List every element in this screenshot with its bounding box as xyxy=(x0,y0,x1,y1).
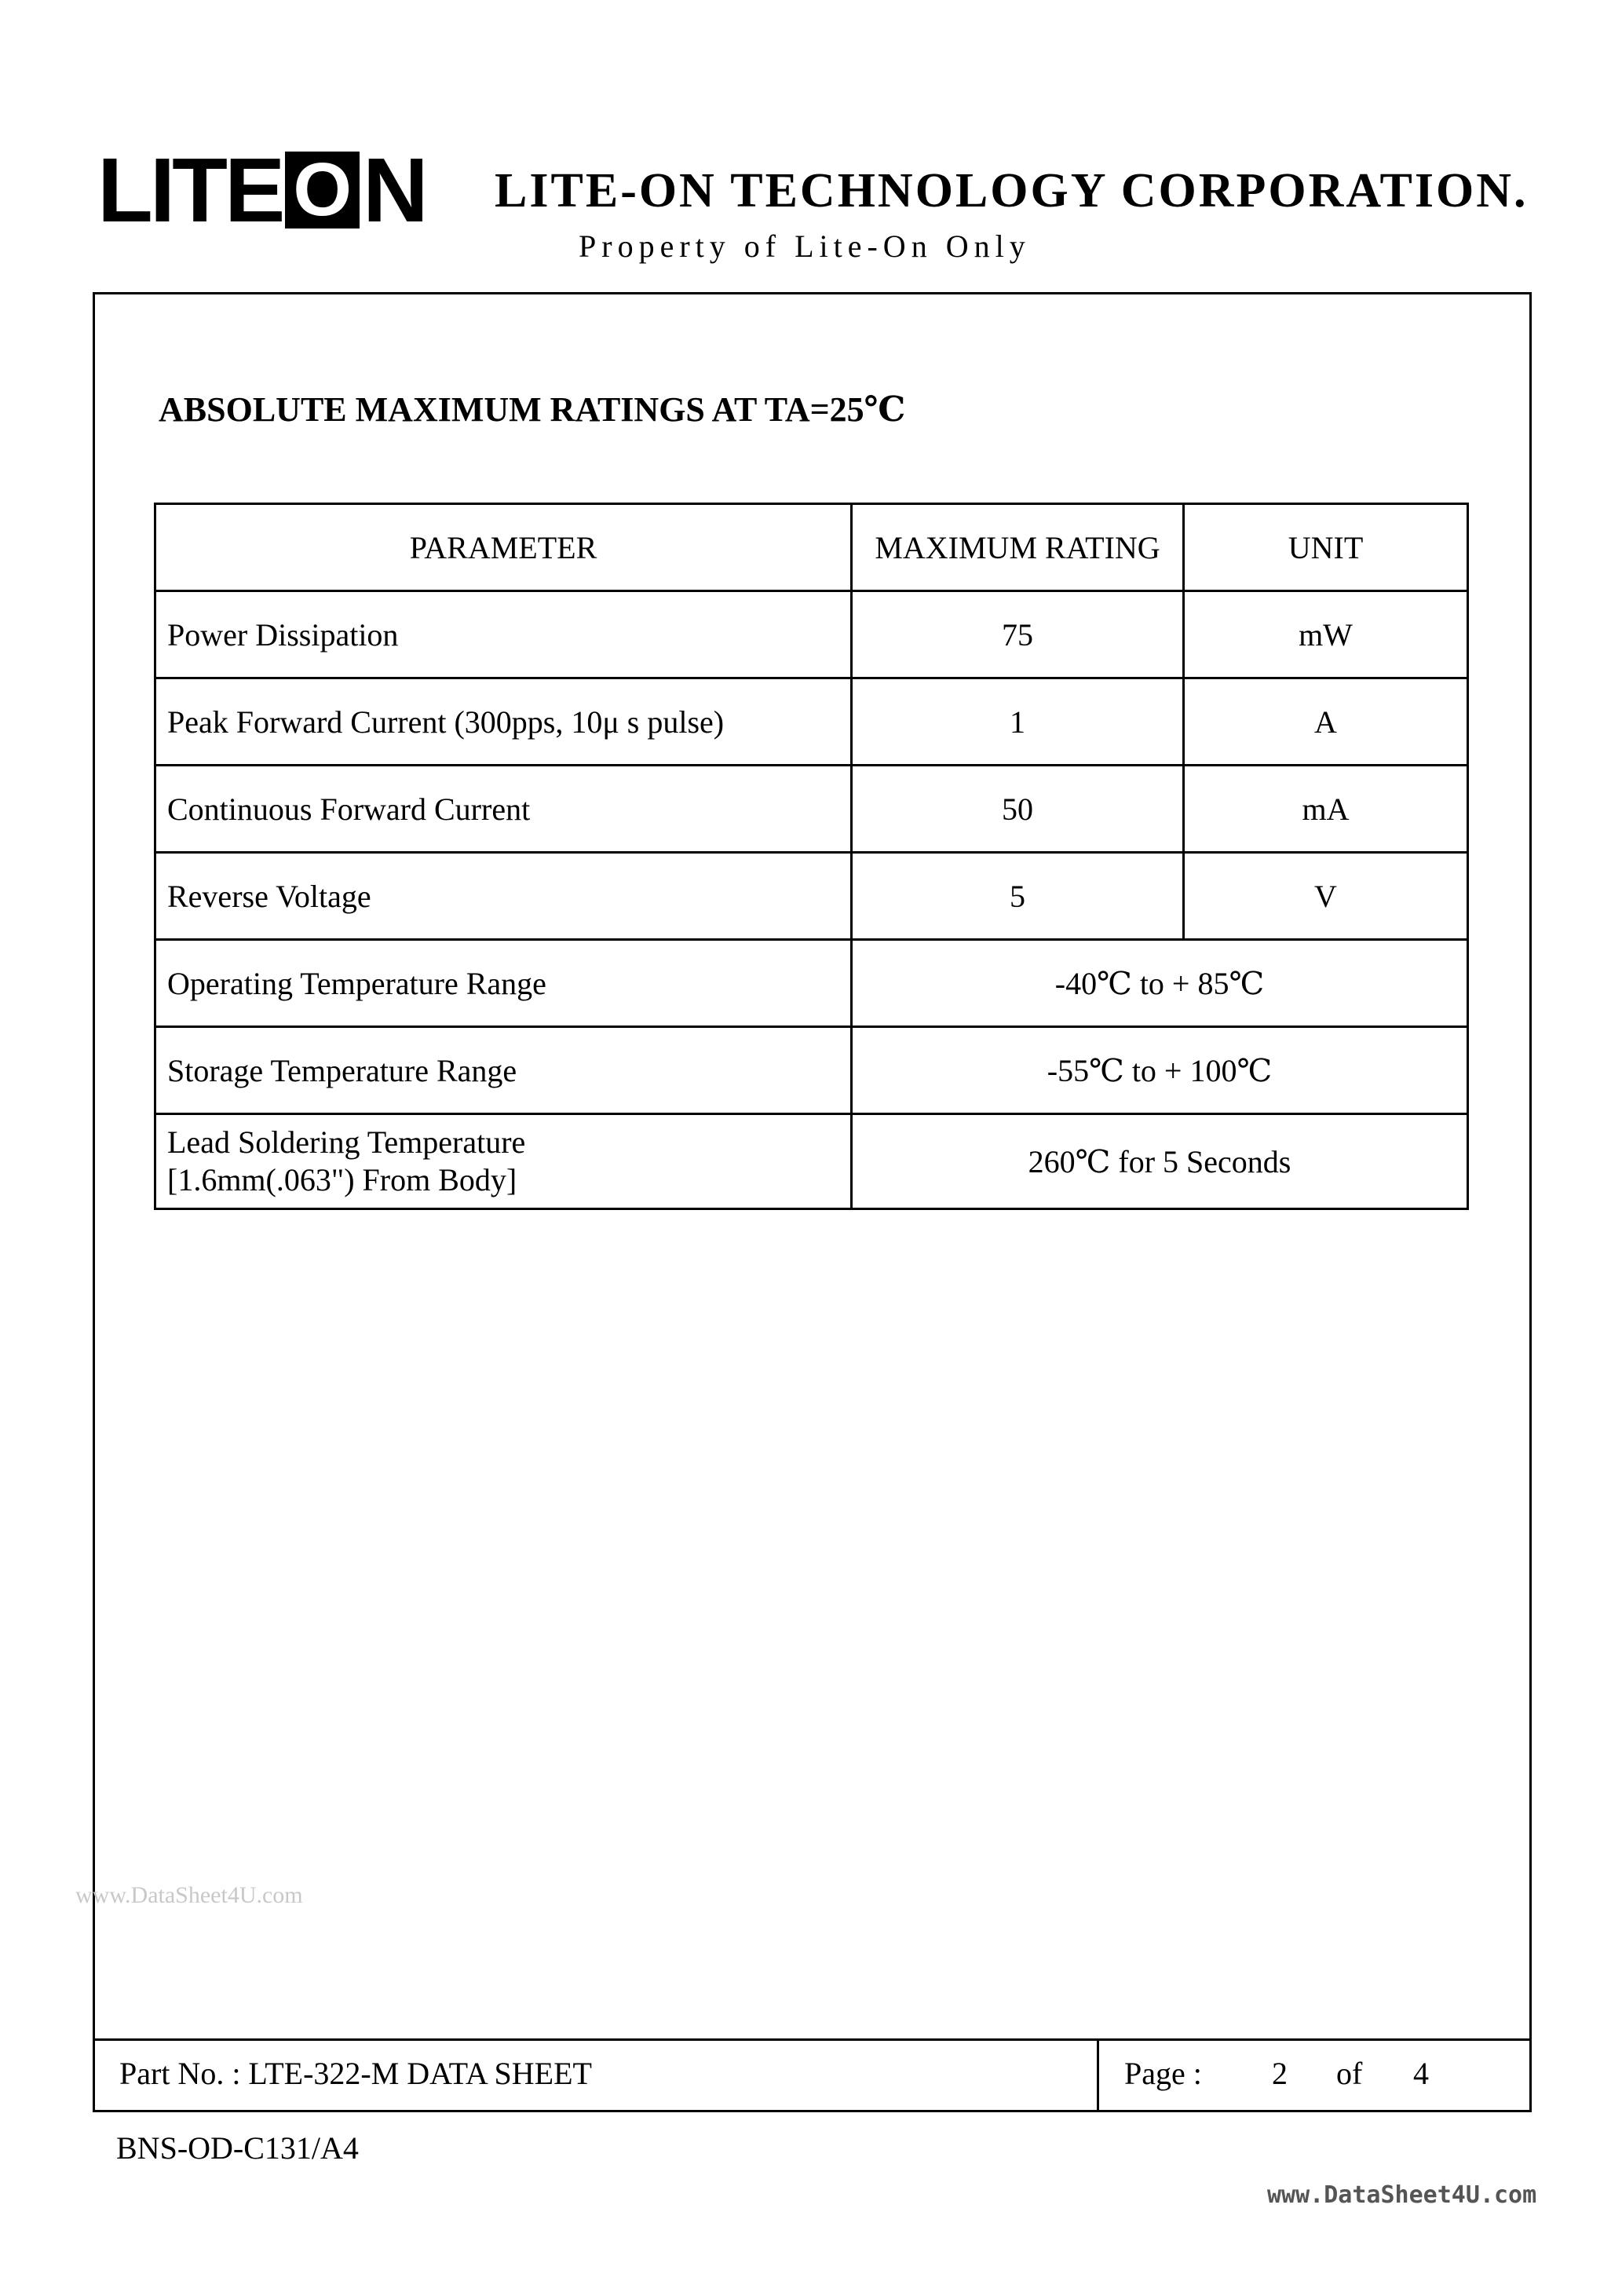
page-number: 2 xyxy=(1272,2056,1288,2091)
column-header-unit: UNIT xyxy=(1184,504,1468,591)
cell-parameter xyxy=(155,1114,852,1209)
document-id: BNS-OD-C131/A4 xyxy=(116,2130,359,2166)
cell-unit: A xyxy=(1184,678,1468,766)
cell-parameter: Storage Temperature Range xyxy=(155,1027,852,1114)
cell-unit: mW xyxy=(1184,591,1468,678)
table-row xyxy=(155,853,1468,940)
cell-parameter-line2: [1.6mm(.063") From Body] xyxy=(167,1162,517,1197)
column-header-max-rating: MAXIMUM RATING xyxy=(852,504,1184,591)
cell-range: 260℃ for 5 Seconds xyxy=(852,1114,1468,1209)
cell-parameter: Reverse Voltage xyxy=(155,853,852,940)
page-of-label: of xyxy=(1336,2056,1363,2091)
ratings-table xyxy=(154,503,1469,1210)
cell-parameter: Peak Forward Current (300pps, 10μ s pulse) xyxy=(155,678,852,766)
cell-max-rating: 5 xyxy=(852,853,1184,940)
cell-parameter: Continuous Forward Current xyxy=(155,766,852,853)
cell-parameter: Operating Temperature Range xyxy=(155,940,852,1027)
watermark-faint: www.DataSheet4U.com xyxy=(75,1882,303,1908)
part-number: Part No. : LTE-322-M DATA SHEET xyxy=(119,2056,592,2091)
logo-text-o: O xyxy=(285,152,360,229)
cell-unit: V xyxy=(1184,853,1468,940)
cell-parameter: Power Dissipation xyxy=(155,591,852,678)
table-row xyxy=(155,766,1468,853)
property-notice: Property of Lite-On Only xyxy=(579,229,1031,264)
logo-text-lite: LITE xyxy=(97,139,283,241)
cell-max-rating: 75 xyxy=(852,591,1184,678)
logo-text-n: N xyxy=(363,139,426,241)
cell-max-rating: 1 xyxy=(852,678,1184,766)
page-total: 4 xyxy=(1413,2056,1429,2091)
footer-divider xyxy=(1097,2038,1099,2112)
cell-unit: mA xyxy=(1184,766,1468,853)
table-row xyxy=(155,591,1468,678)
cell-range: -40℃ to + 85℃ xyxy=(852,940,1468,1027)
section-heading: ABSOLUTE MAXIMUM RATINGS AT TA=25℃ xyxy=(159,390,906,429)
table-header-row xyxy=(155,504,1468,591)
table-row xyxy=(155,1114,1468,1209)
cell-max-rating: 50 xyxy=(852,766,1184,853)
footer-separator xyxy=(93,2038,1532,2041)
table-row xyxy=(155,1027,1468,1114)
table-row xyxy=(155,678,1468,766)
cell-range: -55℃ to + 100℃ xyxy=(852,1027,1468,1114)
liteon-logo xyxy=(97,139,426,241)
cell-parameter-line1: Lead Soldering Temperature xyxy=(167,1124,526,1160)
company-name: LITE-ON TECHNOLOGY CORPORATION. xyxy=(495,164,1529,218)
page-label: Page : xyxy=(1124,2056,1202,2091)
watermark-url: www.DataSheet4U.com xyxy=(1267,2181,1537,2209)
table-row xyxy=(155,940,1468,1027)
column-header-parameter: PARAMETER xyxy=(155,504,852,591)
